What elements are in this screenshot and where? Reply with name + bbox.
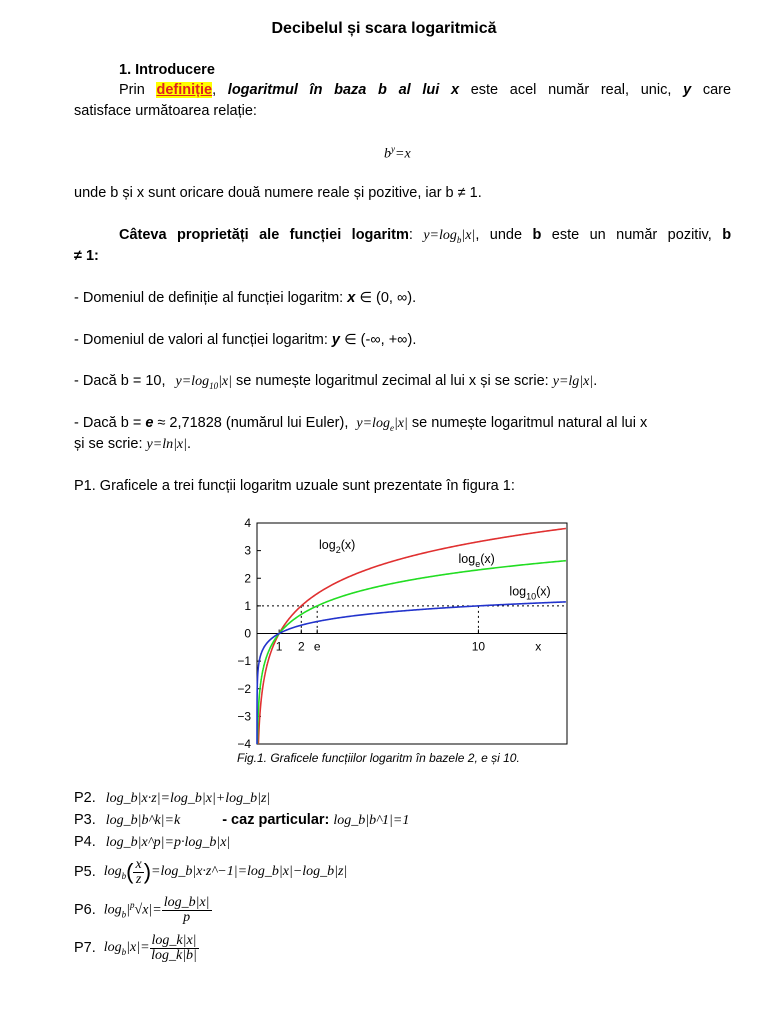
x-tick-label: 1	[275, 639, 283, 654]
x-tick-label: e	[313, 639, 321, 654]
x-axis-label: x	[535, 639, 542, 654]
domain-definition: - Domeniul de definiție al funcției logaritm: x ∈ (0, ∞).	[74, 290, 417, 306]
domain-values: - Domeniul de valori al funcției logaritm: y ∈ (-∞, +∞).	[74, 332, 417, 348]
equation-definition: $b^y=x$	[384, 144, 411, 162]
y-tick-label: 0	[244, 626, 251, 641]
property-p5: P5. $\log_b$ ( $\frac{x}{z}$ ) =log_b|x·z^−1|=log_b|x|−log_b|z|	[74, 856, 348, 887]
conditions-text: unde b și x sunt oricare două numere reale și pozitive, iar b ≠ 1.	[74, 185, 482, 201]
y-tick-label: 1	[244, 598, 251, 613]
intro-line-2: satisface următoarea relație:	[74, 103, 257, 119]
natural-log-line-2: și se scrie: y=ln|x|.	[74, 436, 192, 452]
natural-log-line-1: - Dacă b = e ≈ 2,71828 (numărul lui Euler), $y=\log_e|x|$ se numește logaritmul natural al lui x	[74, 415, 648, 433]
log-functions-chart	[225, 515, 575, 750]
intro-line-1: Prin definiție, logaritmul în baza b al lui x este acel număr real, unic, y care	[119, 82, 732, 98]
section-heading: 1. Introducere	[119, 62, 215, 78]
series-label-log10(x): $\log_{10}(x)$	[509, 584, 551, 602]
series-label-loge(x): $\log_e(x)$	[458, 552, 495, 570]
p2-formula: log_b|x·z|=log_b|x|+log_b|z|	[105, 791, 271, 806]
definition-link[interactable]: definiție	[156, 82, 213, 98]
x-tick-label: 10	[471, 639, 486, 654]
property-p7: P7. $\log_b|x|=$ $\frac{\log\_k|x|}{\log\_k|b|}$	[74, 932, 197, 963]
y-tick-label: 3	[244, 543, 251, 558]
series-label-log2(x): $\log_2(x)$	[319, 538, 356, 556]
y-tick-label: 4	[244, 516, 251, 530]
figure-caption: Fig.1. Graficele funcțiilor logaritm în bazele 2, e și 10.	[237, 751, 520, 765]
y-tick-label: −4	[237, 737, 251, 750]
y-tick-label: −3	[237, 709, 251, 724]
properties-intro-line-1: Câteva proprietăți ale funcției logaritm: $y=\log_b|x|$, unde b este un număr pozitiv, b	[119, 227, 732, 245]
property-p4: P4. log_b|x^p|=p·log_b|x|	[74, 834, 231, 850]
p1-text: P1. Graficele a trei funcții logaritm uzuale sunt prezentate în figura 1:	[74, 478, 515, 494]
y-tick-label: −2	[237, 681, 251, 696]
properties-intro-line-2: ≠ 1:	[74, 248, 99, 264]
property-p6: P6. $\log_b|^p√x|=$ $\frac{\log\_b|x|}{p}$	[74, 894, 210, 925]
property-p3: P3. log_b|b^k|=k - caz particular: log_b|b^1|=1	[74, 812, 410, 828]
x-tick-label: 2	[297, 639, 305, 654]
y-tick-label: 2	[244, 571, 251, 586]
decimal-log-line: - Dacă b = 10, $y=\log_{10}|x|$ se numește logaritmul zecimal al lui x și se scrie: y=lg|x|.	[74, 373, 598, 391]
page-title: Decibelul și scara logaritmică	[271, 20, 497, 37]
y-tick-label: −1	[237, 654, 251, 669]
property-p2: P2. log_b|x·z|=log_b|x|+log_b|z|	[74, 790, 271, 806]
